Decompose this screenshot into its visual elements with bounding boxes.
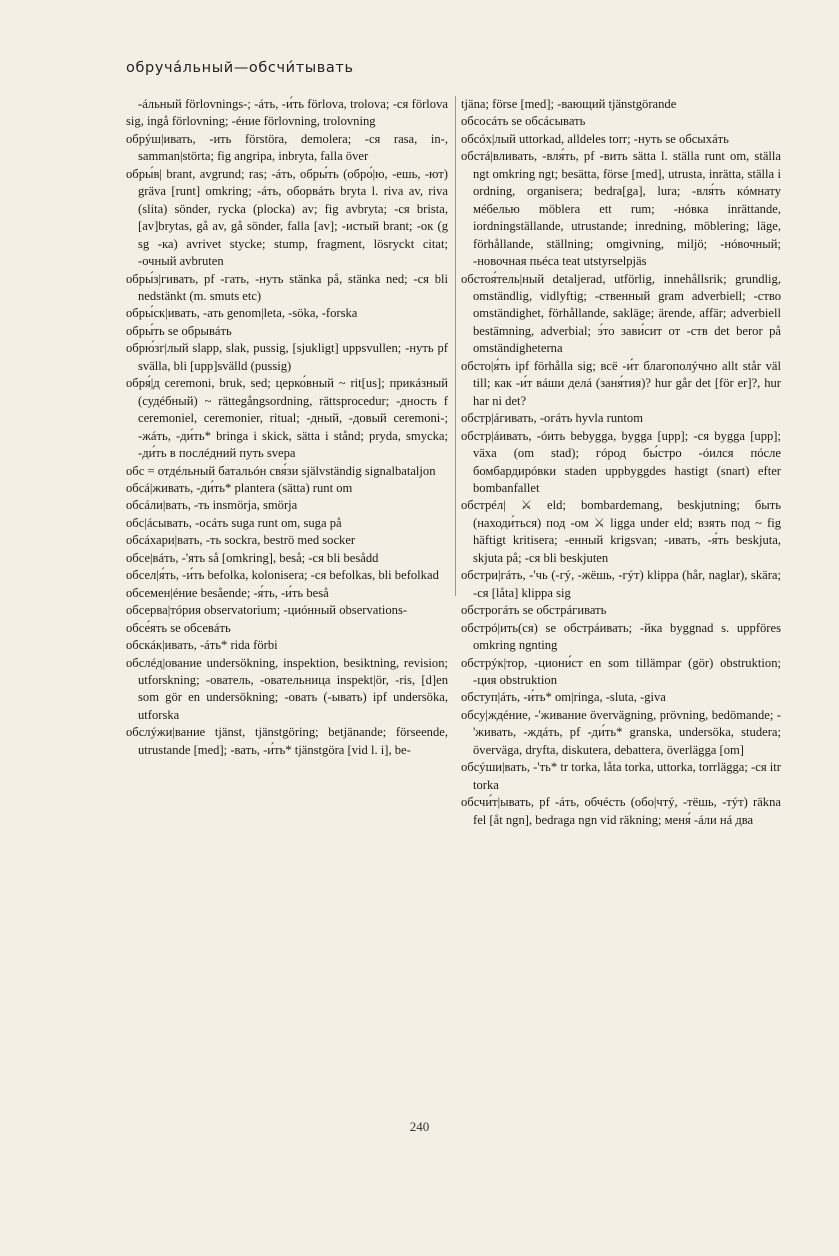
dictionary-entry: обсáли|вать, -ть insmörja, smörja — [126, 498, 298, 513]
dictionary-entry: обстрéл| ⚔ eld; bombardemang, beskjutning; быть (находи́ться) под -ом ⚔ ligga under eld; взять под ~ fig häftigt kritisera; -енный krigsvan; -ивать, -я́ть beskjuta, skjuta på; -ся bli beskjuten — [461, 498, 781, 565]
column-divider — [455, 96, 456, 596]
dictionary-entry: обсчи́т|ывать, pf -áть, обчéсть (обо|чтý, -тёшь, -тýт) räkna fel [åt ngn], bedraga ngn vid räkning; меня́ -áли нá два — [461, 795, 781, 827]
dictionary-entry: обсе́ять se обсевáть — [126, 620, 231, 635]
dictionary-entry: обсá|живать, -ди́ть* plantera (sätta) runt om — [126, 480, 353, 495]
dictionary-entry: обрю́зг|лый slapp, slak, pussig, [sjukligt] uppsvullen; -нуть pf svälla, bli [upp]svälld (pussig) — [126, 341, 448, 373]
dictionary-entry: обсосáть se обсáсывать — [461, 114, 586, 129]
dictionary-entry: обстá|вливать, -вля́ть, pf -вить sätta l. ställa runt om, ställa ngt omkring ngt; besätta, förse [med], utrusta, inrätta, ställa i ordning, organisera; bedra[ga], lura; -вля́ть кóмнату мéбелью möblera ett rum; -нóвка inrättande, iordningställande, utrustande; inredning, möblering; läge, förhållande, ställning; omgivning, miljö; -нóвочный; -новочная пьéса teat utstyrselpjäs — [461, 149, 781, 269]
dictionary-entry: обс|áсывать, -осáть suga runt om, suga på — [126, 515, 342, 530]
dictionary-entry: обстрогáть se обстрáгивать — [461, 603, 607, 618]
dictionary-entry: обстрýк|тор, -циони́ст en som tillämpar (gör) obstruktion; -ция obstruktion — [461, 655, 781, 687]
dictionary-entry: обслéд|ование undersökning, inspektion, besiktning, revision; utforskning; -ователь, -овательница inspekt|ör, -ris, [d]en som gör en undersökning; -овать (-ывать) ipf undersöka, utforska — [126, 655, 448, 722]
dictionary-entry: обря́|д ceremoni, bruk, sed; церко́вный ~ rit[us]; прикáзный (судéбный) ~ rättegångsordning, rättsprocedur; -дность f ceremoniel, ceremonier, ritual; -дный, -довый ceremoni-; -жáть, -ди́ть* bringa i skick, sätta i stånd; pryda, smycka; -ди́ть в послéдний путь svepa — [126, 376, 448, 461]
dictionary-entry: обстри|гáть, -'чь (-гý, -жёшь, -гýт) klippa (hår, naglar), skära; -ся [låta] klippa sig — [461, 568, 781, 600]
dictionary-entry: обступ|áть, -и́ть* om|ringa, -sluta, -giva — [461, 690, 666, 705]
dictionary-entry: обсемен|éние besående; -я́ть, -и́ть beså — [126, 585, 329, 600]
running-head: обручáльный—обсчи́тывать — [126, 60, 354, 76]
left-column — [126, 96, 448, 759]
dictionary-entry: обсерва|тóрия observatorium; -циóнный observations- — [126, 603, 408, 618]
dictionary-entry: tjäna; förse [med]; -вающий tjänstgörande — [461, 97, 677, 111]
dictionary-entry: обстоя́тель|ный detaljerad, utförlig, innehållsrik; grundlig, omständlig, vidlyftig; -ственный gram adverbiell; -ство omständighet, förhållande, sakläge; ärende, affär; adverbiell bestämning, adverbial; э́то зави́сит от -ств det beror på omständigheterna — [461, 271, 781, 356]
dictionary-entry: обрýш|ивать, -ить förstöra, demolera; -ся rasa, in-, samman|störta; fig angripa, inbryta, falla över — [126, 131, 448, 164]
dictionary-entry: обскáк|ивать, -áть* rida förbi — [126, 638, 278, 653]
dictionary-entry: обсóх|лый uttorkad, alldeles torr; -нуть se обсыхáть — [461, 131, 729, 146]
dictionary-entry: обсе|вáть, -'ять så [omkring], beså; -ся bli besådd — [126, 550, 379, 565]
dictionary-entry: обры́ск|ивать, -ать genom|leta, -söka, -forska — [126, 306, 358, 321]
dictionary-entry: обс = отдéльный батальóн свя́зи självständig signalbataljon — [126, 463, 436, 478]
page-number: 240 — [409, 1119, 430, 1134]
dictionary-entry: -áльный förlovnings-; -áть, -и́ть förlova, trolova; -ся förlova sig, ingå förlovning; -éние förlovning, trolovning — [126, 97, 448, 129]
dictionary-entry: обстр|áивать, -óить bebygga, bygga [upp]; -ся bygga [upp]; växa (om stad); гóрод бы́стро -óился пóсле бомбардирóвки staden uppbyggdes hastigt (snart) efter bombanfallet — [461, 428, 781, 495]
dictionary-entry: обры́в| brant, avgrund; ras; -áть, обры́ть (обро́|ю, -ешь, -ют) gräva [runt] omkring; -áть, оборвáть bryta l. riva av, riva (slita) sönder, rycka (plocka) av; fig avbryta; -ся brista, [av]brytas, gå av, gå sönder, falla [av]; -истый brant; -ок (g sg -ка) avrivet stycke; stump, fragment, lösryckt citat; -очный avbruten — [126, 166, 448, 269]
dictionary-entry: обстрó|ить(ся) se обстрáивать; -йка byggnad s. uppföres omkring ngnting — [461, 620, 781, 653]
dictionary-entry: обслýжи|вание tjänst, tjänstgöring; betjänande; förseende, utrustande [med]; -вать, -и́ть* tjänstgöra [vid l. i], be- — [126, 725, 448, 757]
dictionary-entry: обсу|ждéние, -'живание övervägning, prövning, bedömande; -'живать, -ждáть, pf -ди́ть* granska, undersöka, studera; överväga, dryfta, diskutera, debattera, överlägga [om] — [461, 707, 781, 757]
dictionary-entry: обстр|áгивать, -огáть hyvla runtom — [461, 411, 644, 426]
dictionary-entry: обсýши|вать, -'ть* tr torka, låta torka, uttorka, torrlägga; -ся itr torka — [461, 760, 781, 792]
dictionary-entry: обсел|я́ть, -и́ть befolka, kolonisera; -ся befolkas, bli befolkad — [126, 568, 439, 583]
right-column — [461, 96, 781, 829]
dictionary-entry: обсто|я́ть ipf förhålla sig; всё -и́т благополýчно allt står väl till; как -и́т вáши делá (заня́тия)? hur går det [för er]?, hur har ni det? — [461, 358, 781, 408]
dictionary-entry: обры́з|гивать, pf -гать, -нуть stänka på, stänka ned; -ся bli nedstänkt (m. smuts etc) — [126, 271, 448, 303]
dictionary-entry: обры́ть se обрывáть — [126, 323, 232, 338]
dictionary-entry: обсáхари|вать, -ть sockra, beströ med socker — [126, 533, 356, 548]
